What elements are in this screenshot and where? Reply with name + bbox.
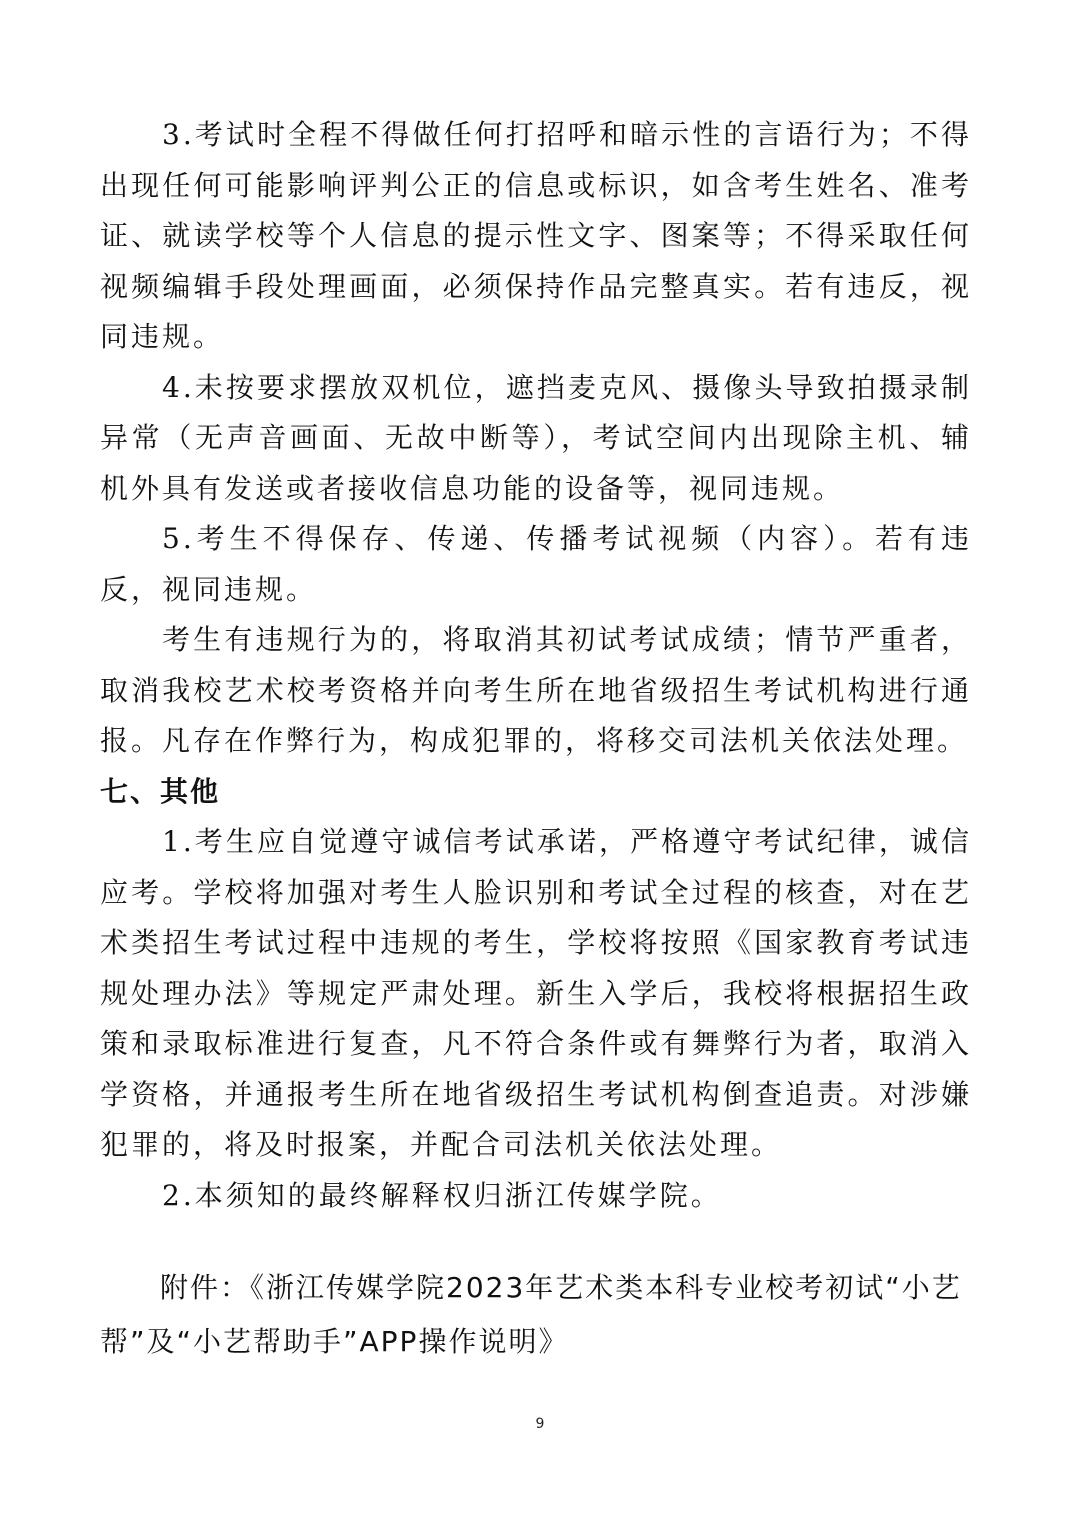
attachment-note: 附件：《浙江传媒学院2023年艺术类本科专业校考初试“小艺帮”及“小艺帮助手”APP操作说明》 xyxy=(100,1271,962,1358)
paragraph-other-2: 2.本须知的最终解释权归浙江传媒学院。 xyxy=(162,1178,722,1212)
section-heading-other: 七、其他 xyxy=(100,774,221,808)
page-number: 9 xyxy=(535,1416,545,1432)
paragraph-rule-3: 3.考试时全程不得做任何打招呼和暗示性的言语行为；不得出现任何可能影响评判公正的信息或标识，如含考生姓名、准考证、就读学校等个人信息的提示性文字、图案等；不得采取任何视频编辑手段处理画面，必须保持作品完整真实。若有违反，视同违规。 xyxy=(100,118,972,353)
paragraph-rule-5: 5.考生不得保存、传递、传播考试视频（内容）。若有违反，视同违规。 xyxy=(100,522,972,606)
paragraph-violation-penalty: 考生有违规行为的，将取消其初试考试成绩；情节严重者，取消我校艺术校考资格并向考生所在地省级招生考试机构进行通报。凡存在作弊行为，构成犯罪的，将移交司法机关依法处理。 xyxy=(100,623,972,757)
paragraph-rule-4: 4.未按要求摆放双机位，遮挡麦克风、摄像头导致拍摄录制异常（无声音画面、无故中断等），考试空间内出现除主机、辅机外具有发送或者接收信息功能的设备等，视同违规。 xyxy=(100,370,972,505)
paragraph-other-1: 1.考生应自觉遵守诚信考试承诺，严格遵守考试纪律，诚信应考。学校将加强对考生人脸识别和考试全过程的核查，对在艺术类招生考试过程中违规的考生，学校将按照《国家教育考试违规处理办法》等规定严肃处理。新生入学后，我校将根据招生政策和录取标准进行复查，凡不符合条件或有舞弊行为者，取消入学资格，并通报考生所在地省级招生考试机构倒查追责。对涉嫌犯罪的，将及时报案，并配合司法机关依法处理。 xyxy=(100,825,972,1161)
spacer xyxy=(100,1221,972,1261)
document-body xyxy=(100,110,972,1369)
